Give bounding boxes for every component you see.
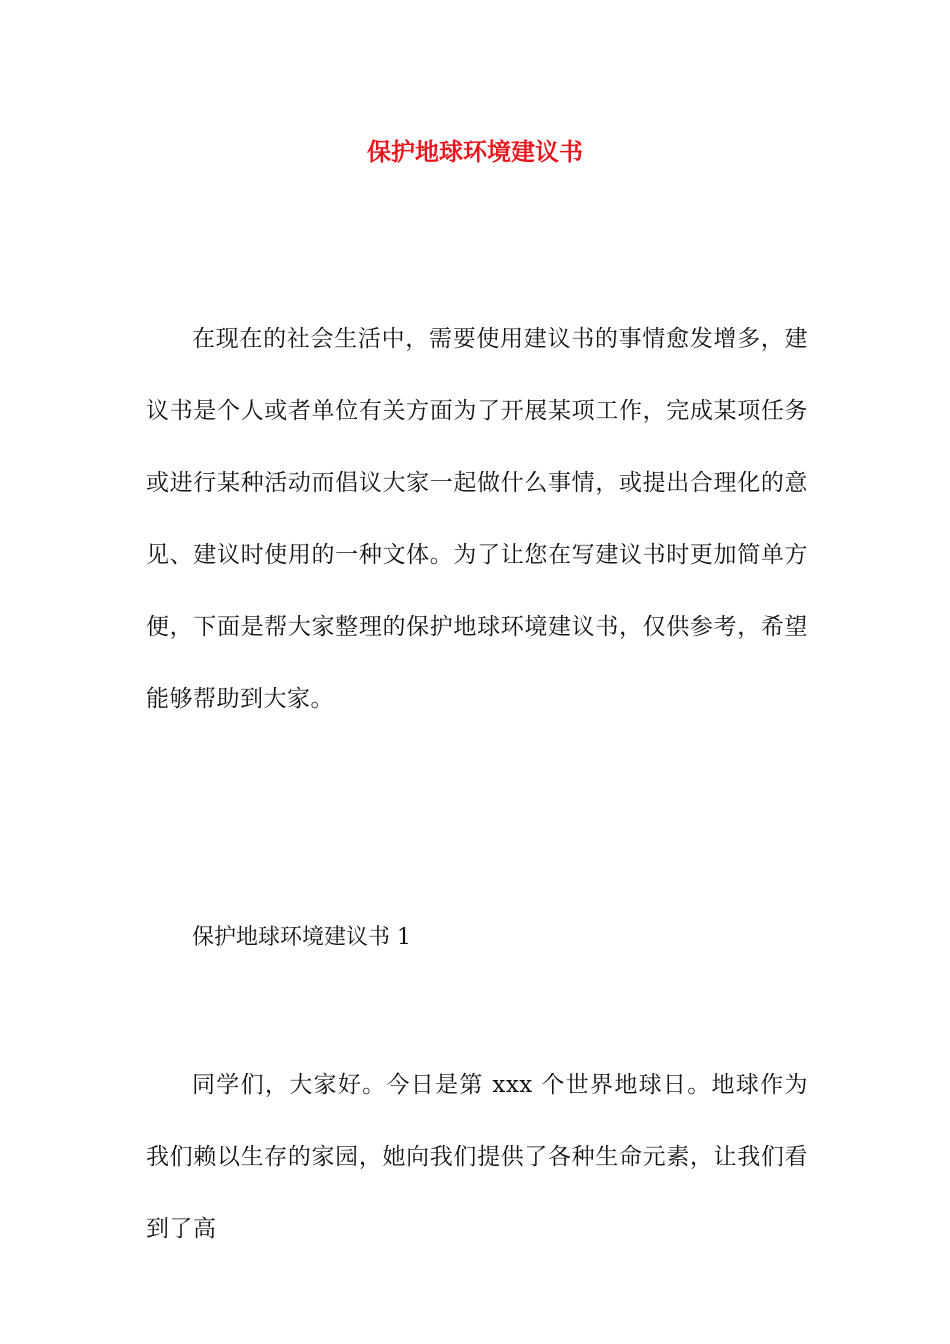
section-paragraph: 同学们，大家好。今日是第 xxx 个世界地球日。地球作为我们赖以生存的家园，她向我们提供了各种生命元素，让我们看到了高	[146, 1072, 808, 1242]
intro-paragraph: 在现在的社会生活中，需要使用建议书的事情愈发增多，建议书是个人或者单位有关方面为了开展某项工作，完成某项任务或进行某种活动而倡议大家一起做什么事情，或提出合理化的意见、建议时使用的一种文体。为了让您在写建议书时更加简单方便，下面是帮大家整理的保护地球环境建议书，仅供参考，希望能够帮助到大家。	[146, 326, 808, 712]
section-heading: 保护地球环境建议书 1	[192, 925, 411, 950]
document-title: 保护地球环境建议书	[367, 137, 583, 166]
